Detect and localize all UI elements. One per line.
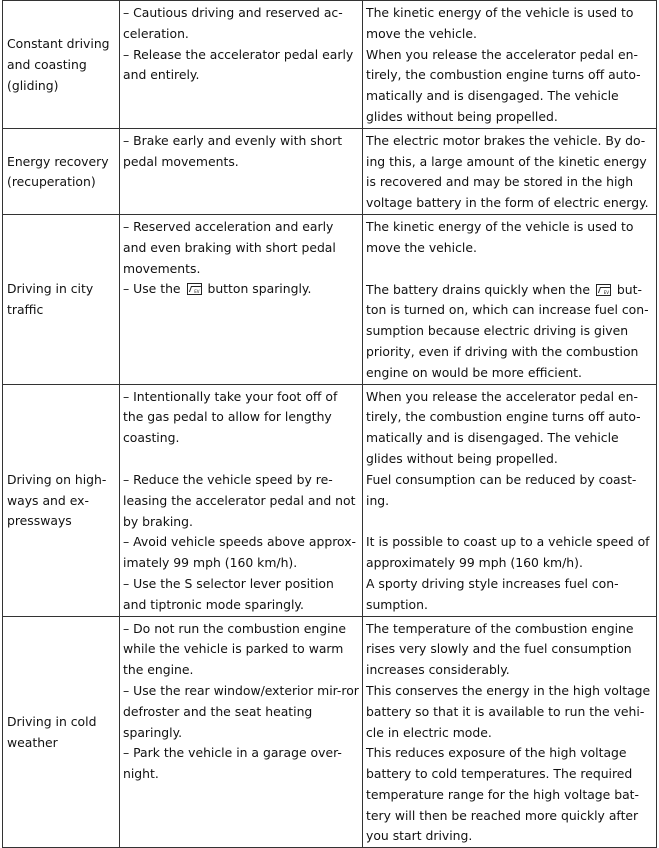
- effect-text: The battery drains quickly when the: [366, 281, 590, 297]
- action-item: [123, 279, 359, 300]
- effect-item: The electric motor brakes the vehicle. By do-ing this, a large amount of the kinetic energy is recovered and may be stored in the high voltage battery in the form of electric energy.: [366, 132, 649, 211]
- action-cell: [120, 616, 363, 848]
- driving-tips-table: [2, 0, 657, 848]
- table-row: [3, 214, 657, 384]
- action-item: – Reduce the vehicle speed by re-leasing the accelerator pedal and not by braking.: [123, 471, 356, 529]
- effect-item: This reduces exposure of the high voltage battery to cold temperatures. The required temperature range for the high voltage bat-tery will then be reached more quickly after you start driving.: [366, 745, 640, 844]
- condition-cell: [3, 128, 120, 214]
- effect-cell: [363, 214, 657, 384]
- condition-cell: [3, 616, 120, 848]
- effect-cell: [363, 616, 657, 848]
- action-item: – Release the accelerator pedal early and entirely.: [123, 46, 354, 83]
- condition-cell: [3, 384, 120, 616]
- action-text: – Use the: [123, 281, 181, 297]
- table-row: [3, 384, 657, 616]
- condition-label: Driving in city traffic: [7, 281, 94, 318]
- effect-text: but-ton is turned on, which can increase fuel con-sumption because electric driving is given priority, even if driving with the combustion engine on would be more efficient.: [366, 281, 649, 380]
- ev-mode-button-icon: [187, 283, 202, 295]
- effect-item: Fuel consumption can be reduced by coast-ing.: [366, 471, 637, 508]
- action-text: button sparingly.: [207, 281, 312, 297]
- action-item: – Intentionally take your foot off of the gas pedal to allow for lengthy coasting.: [123, 388, 338, 446]
- condition-label: Energy recovery (recuperation): [7, 153, 109, 190]
- action-item: – Park the vehicle in a garage over-night.: [123, 745, 342, 782]
- action-item: – Reserved acceleration and early and even braking with short pedal movements.: [123, 218, 336, 276]
- condition-label: Constant driving and coasting (gliding): [7, 36, 110, 93]
- effect-item: When you release the accelerator pedal en-tirely, the combustion engine turns off auto-matically and is disengaged. The vehicle glides without being propelled.: [366, 388, 641, 466]
- action-item: – Avoid vehicle speeds above approx-imately 99 mph (160 km/h).: [123, 534, 357, 571]
- effect-item: This conserves the energy in the high voltage battery so that it is available to run the vehi-cle in electric mode.: [366, 682, 651, 740]
- effect-item: When you release the accelerator pedal en-tirely, the combustion engine turns off auto-matically and is disengaged. The vehicle glides without being propelled.: [366, 46, 641, 124]
- effect-cell: [363, 384, 657, 616]
- condition-cell: [3, 214, 120, 384]
- effect-cell: [363, 128, 657, 214]
- effect-item: A sporty driving style increases fuel con-sumption.: [366, 575, 619, 612]
- effect-cell: [363, 1, 657, 129]
- action-cell: [120, 384, 363, 616]
- table-row: [3, 1, 657, 129]
- action-item: – Use the rear window/exterior mir-ror defroster and the seat heating sparingly.: [123, 682, 359, 740]
- action-item: – Do not run the combustion engine while the vehicle is parked to warm the engine.: [123, 620, 347, 678]
- condition-cell: [3, 1, 120, 129]
- effect-item: It is possible to coast up to a vehicle speed of approximately 99 mph (160 km/h).: [366, 534, 650, 571]
- table-row: [3, 128, 657, 214]
- condition-label: Driving on high-ways and ex-pressways: [7, 471, 107, 529]
- ev-mode-button-icon: [596, 284, 611, 296]
- effect-item: The kinetic energy of the vehicle is used to move the vehicle.: [366, 218, 634, 255]
- action-item: – Cautious driving and reserved ac-celeration.: [123, 5, 343, 41]
- effect-item: The kinetic energy of the vehicle is used to move the vehicle.: [366, 5, 634, 41]
- action-item: – Use the S selector lever position and tiptronic mode sparingly.: [123, 575, 334, 612]
- action-item: – Brake early and evenly with short pedal movements.: [123, 132, 343, 169]
- effect-item: The temperature of the combustion engine rises very slowly and the fuel consumption increases considerably.: [366, 620, 634, 678]
- condition-label: Driving in cold weather: [7, 714, 97, 750]
- effect-item: [366, 280, 653, 384]
- action-cell: [120, 1, 363, 129]
- action-cell: [120, 128, 363, 214]
- table-row: [3, 616, 657, 848]
- action-cell: [120, 214, 363, 384]
